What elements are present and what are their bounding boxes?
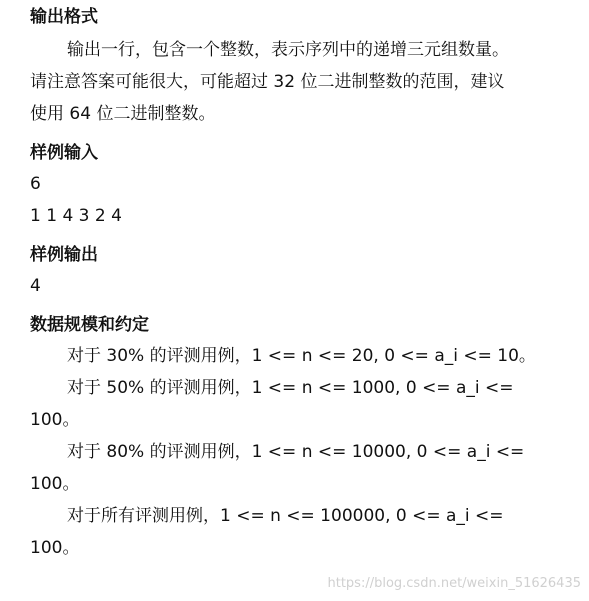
output-format-heading: 输出格式 xyxy=(30,7,98,27)
constraint-4-line-1: 对于所有评测用例，1 <= n <= 100000, 0 <= a_i <= xyxy=(67,506,504,526)
constraint-3-line-1: 对于 80% 的评测用例，1 <= n <= 10000, 0 <= a_i <= xyxy=(67,442,525,462)
sample-input-heading: 样例输入 xyxy=(30,143,98,163)
watermark: https://blog.csdn.net/weixin_51626435 xyxy=(327,576,581,591)
sample-output-heading: 样例输出 xyxy=(30,245,98,265)
sample-input-line-2: 1 1 4 3 2 4 xyxy=(30,206,122,226)
sample-input-line-1: 6 xyxy=(30,174,41,194)
output-format-text-line-1: 输出一行，包含一个整数，表示序列中的递增三元组数量。 xyxy=(67,40,509,60)
document-body xyxy=(30,0,570,564)
constraint-2-line-1: 对于 50% 的评测用例，1 <= n <= 1000, 0 <= a_i <= xyxy=(67,378,514,398)
output-format-text-line-3: 使用 64 位二进制整数。 xyxy=(30,104,216,124)
sample-output-line-1: 4 xyxy=(30,276,41,296)
constraint-4-line-2: 100。 xyxy=(30,538,80,558)
output-format-text-line-2: 请注意答案可能很大，可能超过 32 位二进制整数的范围，建议 xyxy=(30,72,505,92)
constraints-heading: 数据规模和约定 xyxy=(30,315,149,335)
constraint-2-line-2: 100。 xyxy=(30,410,80,430)
constraint-3-line-2: 100。 xyxy=(30,474,80,494)
constraint-1: 对于 30% 的评测用例，1 <= n <= 20, 0 <= a_i <= 10。 xyxy=(67,346,536,366)
